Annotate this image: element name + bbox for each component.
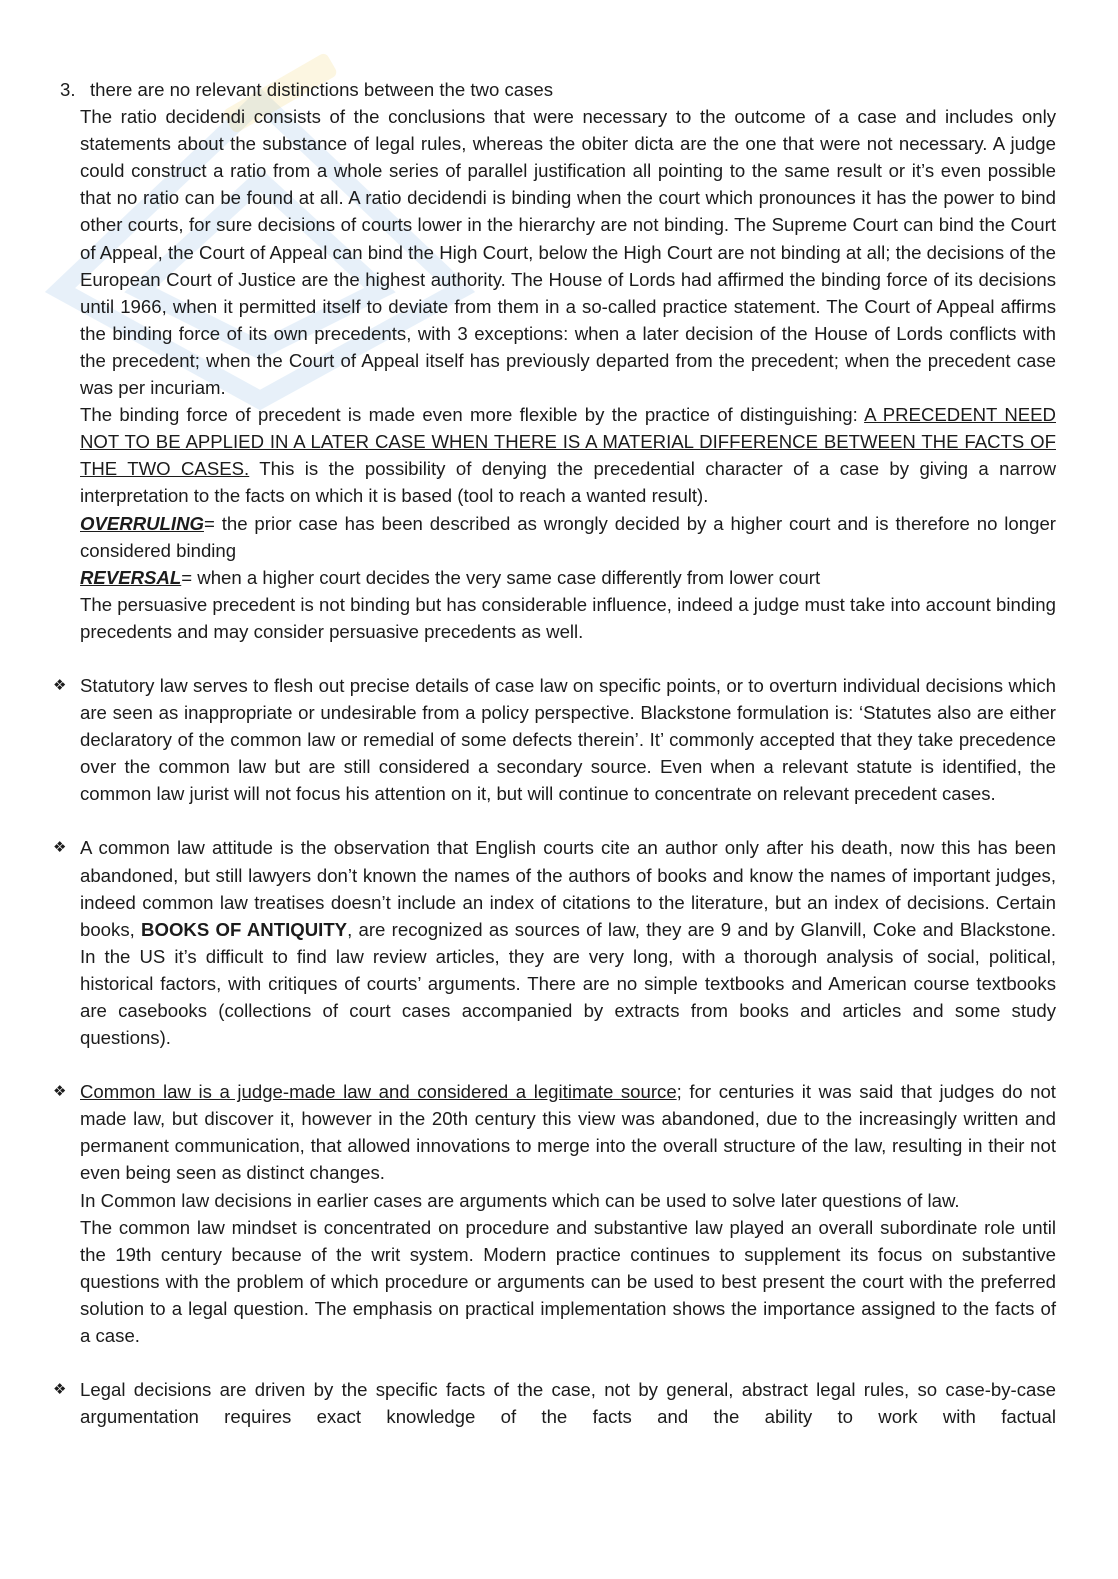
diamond-bullet-icon: ❖ — [53, 838, 67, 857]
list-number: 3. — [60, 79, 76, 100]
reversal-term: REVERSAL — [80, 566, 182, 588]
bullet-statutory-law — [53, 672, 1056, 807]
bullet-common-law-attitude — [53, 834, 1057, 1051]
paragraph-distinguishing — [80, 401, 1056, 509]
distinguishing-intro: The binding force of precedent is made even more flexible by the practice of distinguishing: — [80, 404, 865, 426]
reversal-definition: = when a higher court decides the very same case differently from lower court — [181, 566, 821, 588]
numbered-list-item — [50, 76, 1096, 103]
judge-made-law-heading: Common law is a judge-made law and considered a legitimate source — [80, 1081, 677, 1103]
definition-overruling — [80, 510, 1056, 564]
bullet-text — [80, 1078, 1056, 1186]
bullet-text: Statutory law serves to flesh out precise details of case law on specific points, or to overturn individual decisions which are seen as inappropriate or undesirable from a policy perspective. Blackstone formulation is: ‘Statutes also are either declaratory of the common law or remedial of some defects therein’. It’ commonly accepted that they take precedence over the common law but are still considered a secondary source. Even when a relevant statute is identified, the common law jurist will not focus his attention on it, but will continue to concentrate on relevant precedent cases. — [80, 674, 1056, 805]
judge-made-law-text: ; for centuries it was said that judges do not made law, but discover it, however in the 20th century this view was abandoned, due to the increasingly written and permanent communication, that allowed innovations to merge into the overall structure of the law, resulting in their not even being seen as distinct changes. — [80, 1081, 1056, 1184]
overruling-definition: = the prior case has been described as wrongly decided by a higher court and is therefore no longer considered binding — [80, 512, 1056, 561]
distinguishing-rule: A PRECEDENT NEED NOT TO BE APPLIED IN A LATER CASE WHEN THERE IS A MATERIAL DIFFERENCE BETWEEN THE FACTS OF THE TWO CASES. — [80, 404, 1056, 480]
list-item-text: there are no relevant distinctions between the two cases — [90, 79, 554, 100]
diamond-bullet-icon: ❖ — [53, 1082, 67, 1101]
distinguishing-explanation: This is the possibility of denying the precedential character of a case by giving a narrow interpretation to the facts on which it is based (tool to reach a wanted result). — [80, 458, 1056, 507]
document-page — [53, 76, 1057, 1430]
attitude-text-start: A common law attitude is the observation that English courts cite an author only after his death, now this has been abandoned, but still lawyers don’t known the names of the authors of books and know the names of important judges, indeed common law treatises doesn’t include an index of citations to the literature, but an index of decisions. Certain books, — [80, 837, 1056, 940]
books-of-antiquity: BOOKS OF ANTIQUITY — [141, 918, 348, 940]
common-law-mindset-paragraph: The common law mindset is concentrated on procedure and substantive law played an overall subordinate role until the 19th century because of the writ system. Modern practice continues to supplement its focus on substantive questions with the problem of which procedure or arguments can be used to best present the court with the preferred solution to a legal question. The emphasis on practical implementation shows the importance assigned to the facts of a case. — [80, 1216, 1056, 1347]
diamond-bullet-icon: ❖ — [53, 675, 67, 694]
bullet-text: Legal decisions are driven by the specific facts of the case, not by general, abstract legal rules, so case-by-case argumentation requires exact knowledge of the facts and the ability to work with factual — [80, 1379, 1056, 1428]
overruling-term: OVERRULING — [80, 512, 204, 534]
bullet-text — [80, 834, 1056, 1051]
attitude-text-end: , are recognized as sources of law, they are 9 and by Glanvill, Coke and Blackstone. In the US it’s difficult to find law review articles, they are very long, with a thorough analysis of social, political, historical factors, with critiques of courts’ arguments. There are no simple textbooks and American course textbooks are casebooks (collections of court cases accompanied by extracts from books and articles and some study questions). — [80, 918, 1057, 1049]
diamond-bullet-icon: ❖ — [53, 1380, 67, 1399]
paragraph-ratio-decidendi: The ratio decidendi consists of the conclusions that were necessary to the outcome of a case and includes only statements about the substance of legal rules, whereas the obiter dicta are the one that were not necessary. A judge could construct a ratio from a whole series of parallel justification all pointing to the same result or it’s even possible that no ratio can be found at all. A ratio decidendi is binding when the court which pronounces it has the power to bind other courts, for sure decisions of courts lower in the hierarchy are not binding. The Supreme Court can bind the Court of Appeal, the Court of Appeal can bind the High Court, below the High Court are not binding at all; the decisions of the European Court of Justice are the highest authority. The House of Lords had affirmed the binding force of its decisions until 1966, when it permitted itself to deviate from them in a so-called practice statement. The Court of Appeal affirms the binding force of its own precedents, with 3 exceptions: when a later decision of the House of Lords conflicts with the precedent; when the Court of Appeal itself has previously departed from the precedent; when the precedent case was per incuriam. — [80, 106, 1056, 399]
bullet-legal-decisions — [53, 1376, 1056, 1430]
earlier-cases-paragraph: In Common law decisions in earlier cases are arguments which can be used to solve later questions of law. — [80, 1189, 960, 1211]
definition-reversal — [80, 564, 1056, 591]
paragraph-persuasive-precedent: The persuasive precedent is not binding but has considerable influence, indeed a judge must take into account binding precedents and may consider persuasive precedents as well. — [80, 593, 1056, 642]
bullet-judge-made-law — [53, 1078, 1056, 1349]
